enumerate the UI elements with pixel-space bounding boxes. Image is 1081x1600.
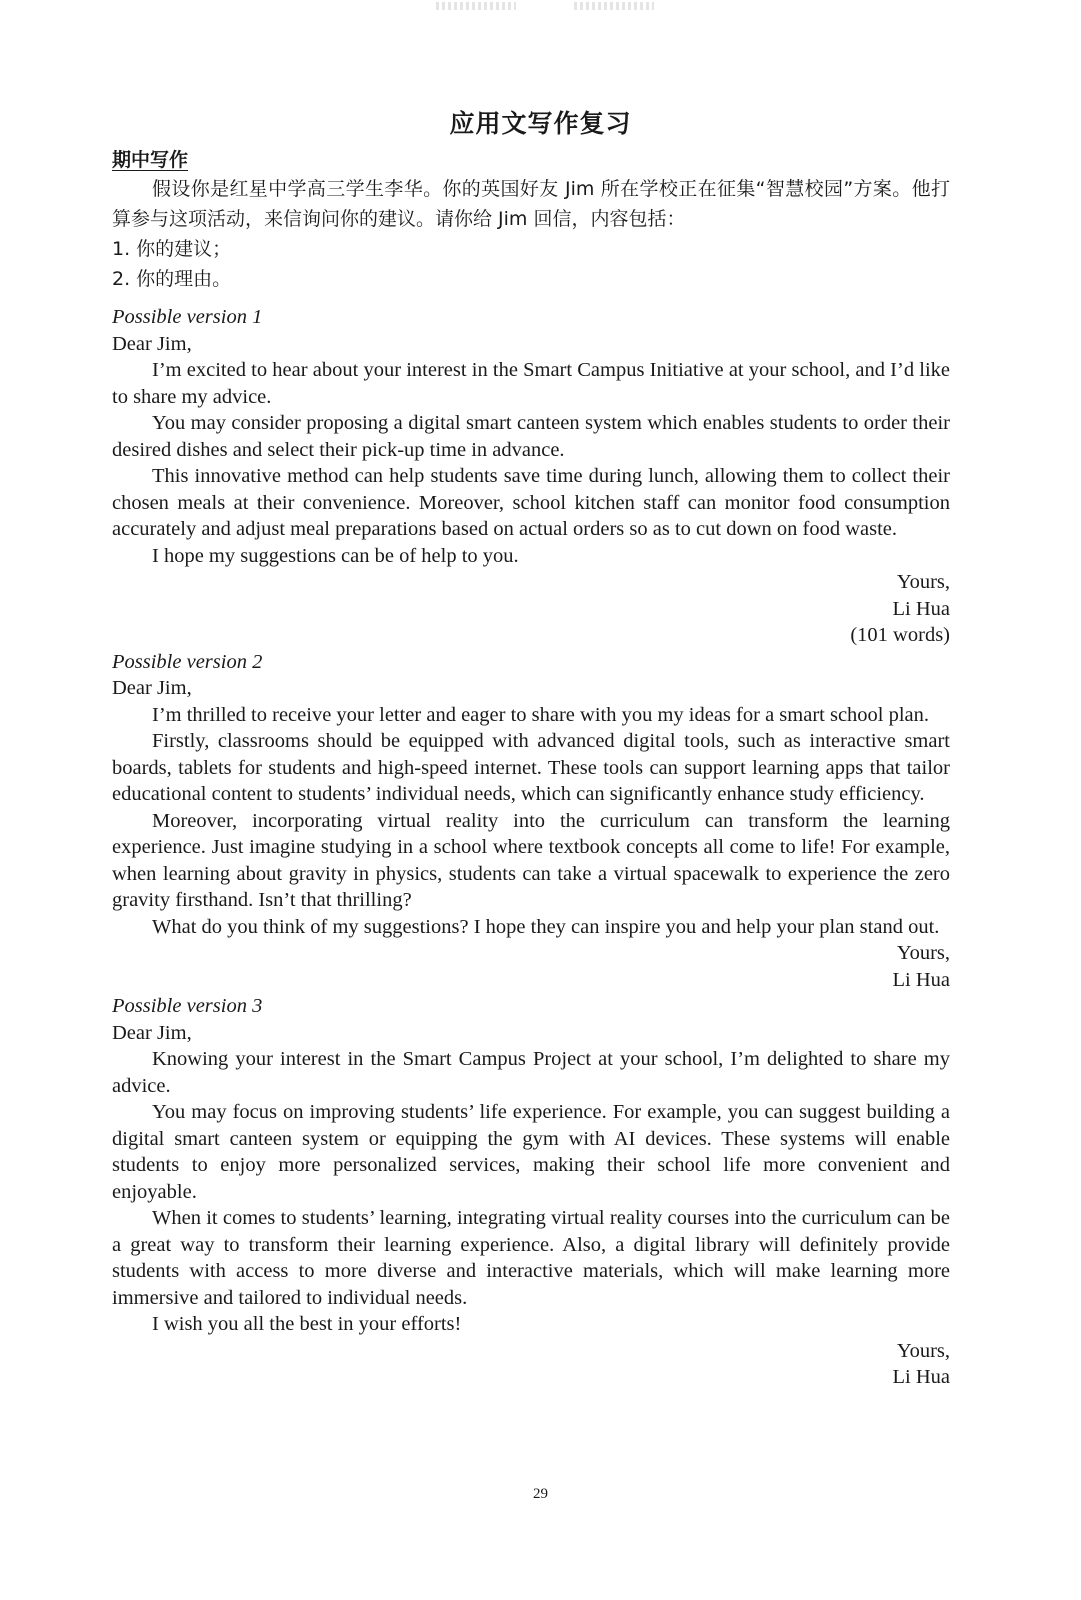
version-3: [112, 993, 950, 1391]
letter-paragraph: I’m excited to hear about your interest in the Smart Campus Initiative at your school, and I’d like to share my advice.: [112, 359, 950, 408]
letter-paragraph: Firstly, classrooms should be equipped with advanced digital tools, such as interactive smart boards, tablets for students and high-speed internet. These tools can support learning apps that tailor educational content to students’ individual needs, which can significantly enhance study efficiency.: [112, 730, 950, 805]
version-label: Possible version 3: [112, 995, 263, 1017]
letter-signature: Li Hua: [892, 597, 950, 620]
page-title: 应用文写作复习: [449, 109, 632, 138]
letter-closing: Yours,: [896, 571, 950, 593]
version-label: Possible version 2: [112, 650, 263, 673]
version-2: [112, 649, 950, 994]
letter-paragraph: When it comes to students’ learning, integrating virtual reality courses into the curriculum can be a great way to transform their learning experience. Also, a digital library will definitely provide students with access to more diverse and interactive materials, which will make learning more immersive and tailored to individual needs.: [112, 1207, 950, 1309]
letter-paragraph: I hope my suggestions can be of help to you.: [152, 544, 519, 567]
version-1: [112, 304, 950, 649]
scan-artifact: [574, 2, 654, 10]
version-label: Possible version 1: [112, 306, 263, 328]
letter-paragraph: I’m thrilled to receive your letter and eager to share with you my ideas for a smart school plan.: [152, 703, 930, 726]
salutation: Dear Jim,: [112, 677, 192, 699]
section-heading: 期中写作: [112, 149, 189, 171]
prompt-item: 2. 你的理由。: [112, 268, 232, 290]
scan-artifact: [436, 2, 516, 10]
prompt-intro: 假设你是红星中学高三学生李华。你的英国好友 Jim 所在学校正在征集“智慧校园”方案。他打算参与这项活动，来信询问你的建议。请你给 Jim 回信，内容包括：: [112, 178, 950, 230]
letter-closing: Yours,: [896, 1339, 950, 1362]
salutation: Dear Jim,: [112, 1021, 192, 1044]
letter-paragraph: I wish you all the best in your efforts!: [152, 1313, 462, 1335]
letter-paragraph: You may focus on improving students’ life experience. For example, you can suggest building a digital smart canteen system or equipping the gym with AI devices. These systems will enable students to enjoy more personalized services, making their school life more convenient and enjoyable.: [112, 1101, 950, 1203]
word-count: (101 words): [850, 624, 950, 646]
page-number: 29: [533, 1486, 548, 1502]
letter-paragraph: Knowing your interest in the Smart Campus Project at your school, I’m delighted to share my advice.: [112, 1048, 950, 1097]
letter-paragraph: This innovative method can help students save time during lunch, allowing them to collect their chosen meals at their convenience. Moreover, school kitchen staff can monitor food consumption accurately and adjust meal preparations based on actual orders so as to cut down on food waste.: [112, 465, 950, 540]
letter-closing: Yours,: [896, 942, 950, 964]
salutation: Dear Jim,: [112, 332, 192, 355]
letter-paragraph: Moreover, incorporating virtual reality into the curriculum can transform the learning experience. Just imagine studying in a school where textbook concepts all come to life! For example, when learning about gravity in physics, students can take a virtual spacewalk to experience the zero gravity firsthand. Isn’t that thrilling?: [112, 809, 950, 911]
letter-signature: Li Hua: [892, 968, 950, 991]
prompt-item: 1. 你的建议；: [112, 238, 232, 260]
letter-paragraph: You may consider proposing a digital smart canteen system which enables students to order their desired dishes and select their pick-up time in advance.: [112, 412, 950, 461]
letter-paragraph: What do you think of my suggestions? I hope they can inspire you and help your plan stand out.: [152, 915, 940, 938]
letter-signature: Li Hua: [892, 1366, 950, 1388]
document-body: [112, 146, 950, 1391]
